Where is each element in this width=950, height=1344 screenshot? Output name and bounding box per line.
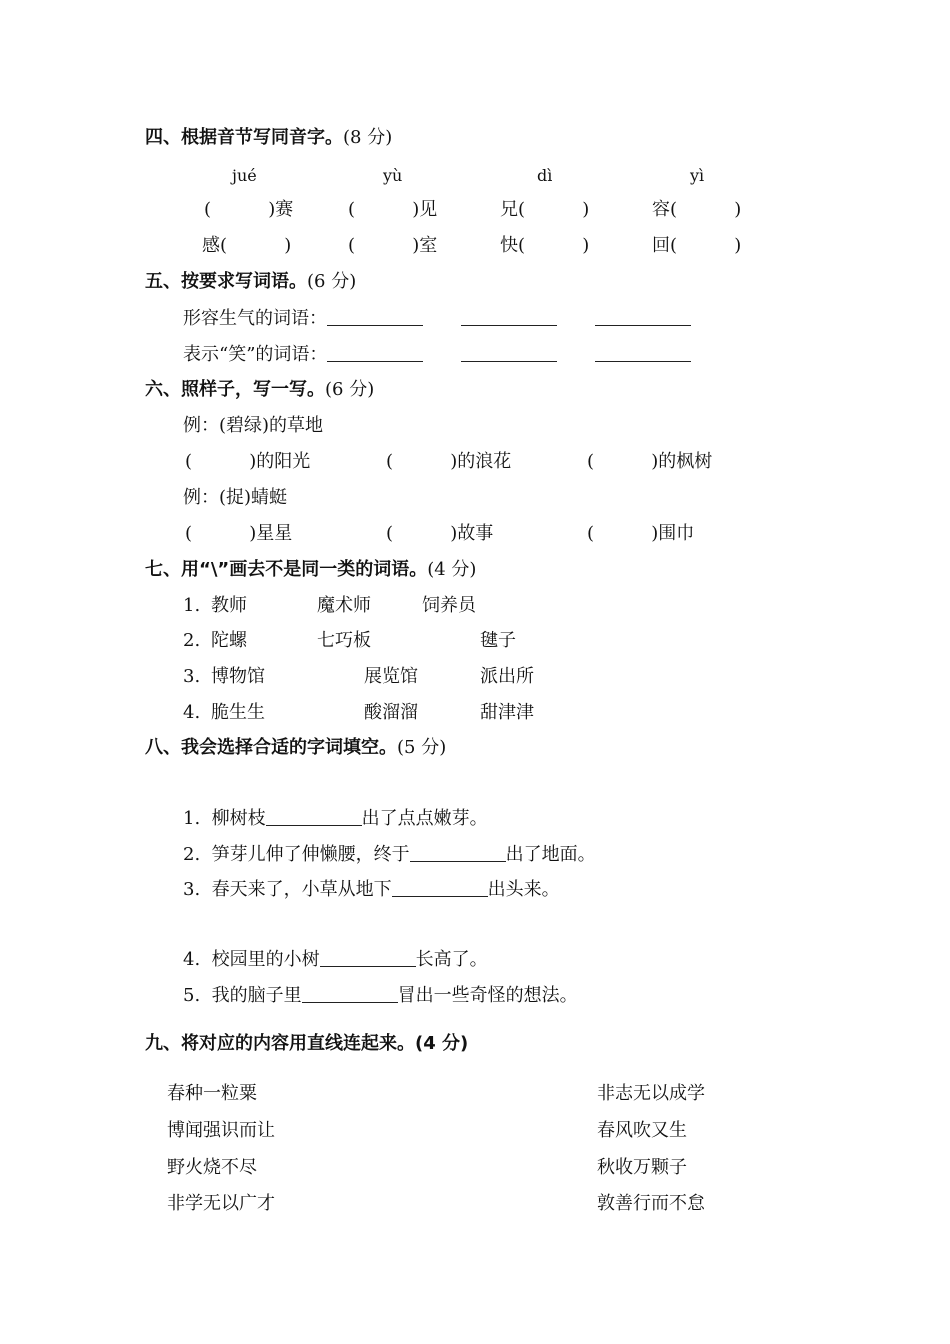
word[interactable]: 陀螺 [211, 630, 247, 651]
word[interactable]: 博物馆 [211, 666, 265, 687]
section-9-heading: 九、将对应的内容用直线连起来。(4 分) [145, 1033, 469, 1054]
match-left-item[interactable]: 非学无以广才 [167, 1193, 275, 1214]
fill-phrase[interactable]: ( )的浪花 [386, 451, 512, 472]
word[interactable]: 脆生生 [211, 702, 265, 723]
homophone-blank[interactable]: ( )见 [348, 199, 438, 220]
match-right-item[interactable]: 非志无以成学 [597, 1083, 705, 1104]
fill-sentence: 4. 校园里的小树 长高了。 [183, 949, 488, 970]
fill-phrase[interactable]: ( )星星 [185, 523, 293, 544]
match-right-item[interactable]: 春风吹又生 [597, 1120, 687, 1141]
section-5-heading: 五、按要求写词语。(6 分) [145, 271, 357, 292]
answer-line[interactable] [461, 343, 557, 362]
answer-line[interactable] [302, 984, 398, 1003]
section-4-heading: 四、根据音节写同音字。(8 分) [145, 127, 393, 148]
word[interactable]: 派出所 [480, 666, 534, 687]
fill-phrase[interactable]: ( )的阳光 [185, 451, 311, 472]
fill-sentence: 5. 我的脑子里 冒出一些奇怪的想法。 [183, 985, 578, 1006]
homophone-blank[interactable]: 兄( ) [500, 199, 590, 220]
answer-line[interactable] [392, 878, 488, 897]
answer-line[interactable] [410, 843, 506, 862]
answer-line[interactable] [320, 948, 416, 967]
pinyin-2: yù [383, 166, 403, 185]
word[interactable]: 魔术师 [317, 595, 371, 616]
pinyin-3: dì [537, 166, 553, 185]
answer-line[interactable] [327, 343, 423, 362]
homophone-blank[interactable]: 快( ) [500, 235, 590, 256]
word[interactable]: 甜津津 [480, 702, 534, 723]
match-right-item[interactable]: 敦善行而不怠 [597, 1193, 705, 1214]
fill-sentence: 1. 柳树枝 出了点点嫩芽。 [183, 808, 488, 829]
homophone-blank[interactable]: ( )室 [348, 235, 438, 256]
word[interactable]: 七巧板 [317, 630, 371, 651]
homophone-blank[interactable]: 容( ) [652, 199, 742, 220]
answer-line[interactable] [266, 807, 362, 826]
fill-phrase[interactable]: ( )故事 [386, 523, 494, 544]
laugh-words-label: 表示“笑”的词语： [183, 344, 328, 365]
example-2: 例：(捉)蜻蜓 [183, 487, 288, 508]
pinyin-1: jué [232, 166, 257, 185]
answer-line[interactable] [327, 307, 423, 326]
fill-phrase[interactable]: ( )围巾 [587, 523, 695, 544]
answer-line[interactable] [461, 307, 557, 326]
fill-phrase[interactable]: ( )的枫树 [587, 451, 713, 472]
section-7-heading: 七、用“\”画去不是同一类的词语。(4 分) [145, 559, 477, 580]
word[interactable]: 饲养员 [422, 595, 476, 616]
homophone-blank[interactable]: ( )赛 [204, 199, 294, 220]
angry-words-label: 形容生气的词语： [183, 308, 327, 329]
pinyin-4: yì [690, 166, 705, 185]
item-number: 3. [183, 666, 201, 687]
word[interactable]: 酸溜溜 [364, 702, 418, 723]
laugh-words-row [183, 343, 691, 367]
match-left-item[interactable]: 春种一粒粟 [167, 1083, 257, 1104]
item-number: 2. [183, 630, 201, 651]
answer-line[interactable] [595, 343, 691, 362]
word[interactable]: 教师 [211, 595, 247, 616]
match-left-item[interactable]: 博闻强识而让 [167, 1120, 275, 1141]
section-8-heading: 八、我会选择合适的字词填空。(5 分) [145, 737, 447, 758]
fill-sentence: 2. 笋芽儿伸了伸懒腰，终于 出了地面。 [183, 844, 596, 865]
homophone-blank[interactable]: 回( ) [652, 235, 742, 256]
match-right-item[interactable]: 秋收万颗子 [597, 1157, 687, 1178]
example-1: 例：(碧绿)的草地 [183, 415, 324, 436]
section-6-heading: 六、照样子，写一写。(6 分) [145, 379, 375, 400]
fill-sentence: 3. 春天来了，小草从地下 出头来。 [183, 879, 560, 900]
answer-line[interactable] [595, 307, 691, 326]
angry-words-row [183, 307, 691, 331]
word[interactable]: 毽子 [480, 630, 516, 651]
match-left-item[interactable]: 野火烧不尽 [167, 1157, 257, 1178]
word[interactable]: 展览馆 [364, 666, 418, 687]
item-number: 4. [183, 702, 201, 723]
item-number: 1. [183, 595, 201, 616]
homophone-blank[interactable]: 感( ) [202, 235, 292, 256]
